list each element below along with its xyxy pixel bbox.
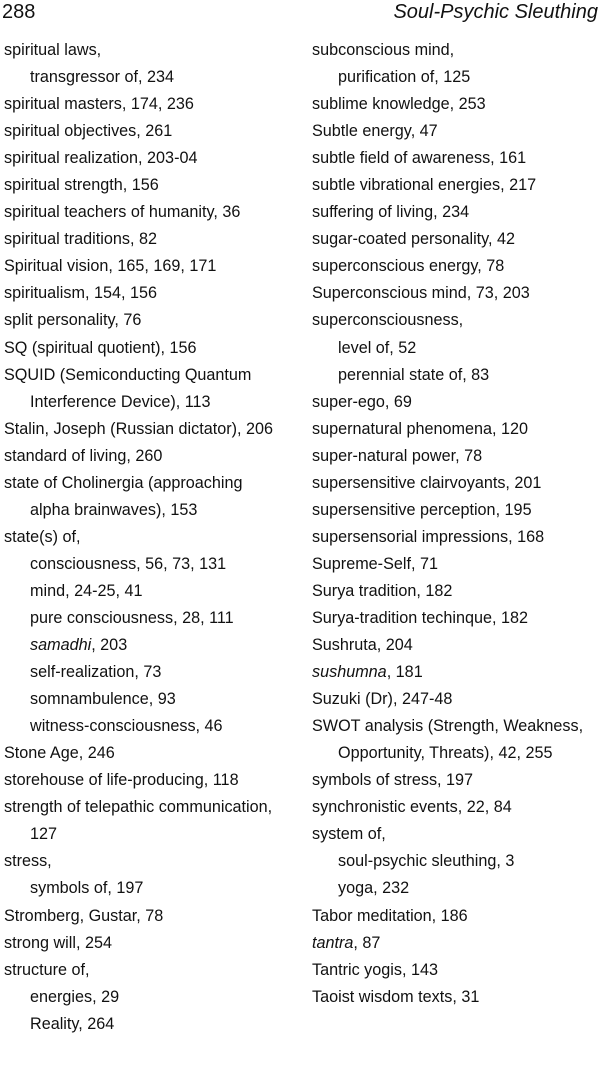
index-subentry bbox=[4, 632, 300, 659]
index-entry: supersensorial impressions, 168 bbox=[312, 527, 545, 546]
index-entry: subtle vibrational energies, 217 bbox=[312, 176, 537, 195]
index-subentry: Reality, 264 bbox=[30, 1014, 115, 1033]
index-entry: SQ (spiritual quotient), 156 bbox=[4, 338, 197, 357]
index-entry: spiritual traditions, 82 bbox=[4, 230, 157, 249]
index-term-italic: tantra bbox=[312, 933, 354, 952]
index-entry: Supreme-Self, 71 bbox=[312, 554, 438, 573]
index-subentry: energies, 29 bbox=[30, 987, 120, 1006]
index-entry: spiritual strength, 156 bbox=[4, 176, 159, 195]
index-subentry: soul-psychic sleuthing, 3 bbox=[338, 852, 515, 871]
index-entry: sugar-coated personality, 42 bbox=[312, 230, 516, 249]
index-subentry: self-realization, 73 bbox=[30, 663, 162, 682]
index-entry: symbols of stress, 197 bbox=[312, 771, 474, 790]
index-subentry: alpha brainwaves), 153 bbox=[30, 500, 198, 519]
index-entry: supersensitive perception, 195 bbox=[312, 500, 532, 519]
index-entry: sublime knowledge, 253 bbox=[312, 95, 486, 114]
index-entry: state of Cholinergia (approaching bbox=[4, 473, 243, 492]
index-column-left bbox=[4, 37, 300, 1038]
index-entry: standard of living, 260 bbox=[4, 446, 163, 465]
index-entry: spiritualism, 154, 156 bbox=[4, 284, 157, 303]
index-entry: Surya tradition, 182 bbox=[312, 581, 453, 600]
index-page-refs: , 203 bbox=[91, 636, 128, 655]
index-subentry: transgressor of, 234 bbox=[30, 68, 174, 87]
index-subentry: Interference Device), 113 bbox=[30, 392, 211, 411]
index-entry: Taoist wisdom texts, 31 bbox=[312, 987, 480, 1006]
page-header bbox=[0, 0, 600, 30]
index-entry: SQUID (Semiconducting Quantum bbox=[4, 365, 252, 384]
index-entry: super-ego, 69 bbox=[312, 392, 412, 411]
index-entry: Suzuki (Dr), 247-48 bbox=[312, 690, 453, 709]
index-entry: Stromberg, Gustar, 78 bbox=[4, 906, 164, 925]
index-page-refs: , 181 bbox=[386, 663, 423, 682]
index-entry: system of, bbox=[312, 825, 386, 844]
index-entry: strength of telepathic communication, bbox=[4, 798, 273, 817]
index-subentry: purification of, 125 bbox=[338, 68, 471, 87]
index-subentry: pure consciousness, 28, 111 bbox=[30, 608, 234, 627]
index-subentry: witness-consciousness, 46 bbox=[30, 717, 223, 736]
index-subentry: level of, 52 bbox=[338, 338, 417, 357]
index-subentry: somnambulence, 93 bbox=[30, 690, 176, 709]
index-entry: Sushruta, 204 bbox=[312, 636, 413, 655]
index-entry: storehouse of life-producing, 118 bbox=[4, 771, 239, 790]
index-entry: superconscious energy, 78 bbox=[312, 257, 505, 276]
index-entry: supernatural phenomena, 120 bbox=[312, 419, 528, 438]
index-entry: spiritual objectives, 261 bbox=[4, 122, 173, 141]
index-subentry: symbols of, 197 bbox=[30, 879, 144, 898]
index-entry: suffering of living, 234 bbox=[312, 203, 470, 222]
index-entry: supersensitive clairvoyants, 201 bbox=[312, 473, 542, 492]
index-entry: state(s) of, bbox=[4, 527, 81, 546]
index-entry: Stone Age, 246 bbox=[4, 744, 115, 763]
index-entry: subconscious mind, bbox=[312, 41, 455, 59]
index-entry: Spiritual vision, 165, 169, 171 bbox=[4, 257, 217, 276]
index-entry: Subtle energy, 47 bbox=[312, 122, 438, 141]
index-entry: super-natural power, 78 bbox=[312, 446, 483, 465]
index-entry: strong will, 254 bbox=[4, 933, 112, 952]
index-column-right bbox=[312, 37, 598, 1011]
index-entry bbox=[312, 930, 598, 957]
index-entry: subtle field of awareness, 161 bbox=[312, 149, 527, 168]
index-subentry: 127 bbox=[30, 825, 58, 844]
index-term-italic: samadhi bbox=[30, 636, 92, 655]
index-entry: Tabor meditation, 186 bbox=[312, 906, 468, 925]
index-entry: spiritual masters, 174, 236 bbox=[4, 95, 194, 114]
index-entry: split personality, 76 bbox=[4, 311, 142, 330]
index-entry: Tantric yogis, 143 bbox=[312, 960, 438, 979]
index-subentry: consciousness, 56, 73, 131 bbox=[30, 554, 227, 573]
index-entry: Superconscious mind, 73, 203 bbox=[312, 284, 530, 303]
page-number: 288 bbox=[2, 1, 36, 23]
index-entry: structure of, bbox=[4, 960, 90, 979]
index-subentry: mind, 24-25, 41 bbox=[30, 581, 143, 600]
index-entry: superconsciousness, bbox=[312, 311, 464, 330]
index-entry: Stalin, Joseph (Russian dictator), 206 bbox=[4, 419, 274, 438]
running-title: Soul-Psychic Sleuthing bbox=[393, 1, 598, 23]
index-subentry: perennial state of, 83 bbox=[338, 365, 490, 384]
index-entry: spiritual realization, 203-04 bbox=[4, 149, 198, 168]
index-entry: SWOT analysis (Strength, Weakness, bbox=[312, 717, 584, 736]
index-entry: synchronistic events, 22, 84 bbox=[312, 798, 512, 817]
index-subentry: yoga, 232 bbox=[338, 879, 410, 898]
index-entry: spiritual teachers of humanity, 36 bbox=[4, 203, 241, 222]
index-term-italic: sushumna bbox=[312, 663, 387, 682]
index-entry: stress, bbox=[4, 852, 52, 871]
index-page-refs: , 87 bbox=[353, 933, 381, 952]
index-subentry: Opportunity, Threats), 42, 255 bbox=[338, 744, 553, 763]
index-entry: Surya-tradition techinque, 182 bbox=[312, 608, 528, 627]
index-entry bbox=[312, 659, 598, 686]
index-entry: spiritual laws, bbox=[4, 41, 102, 59]
